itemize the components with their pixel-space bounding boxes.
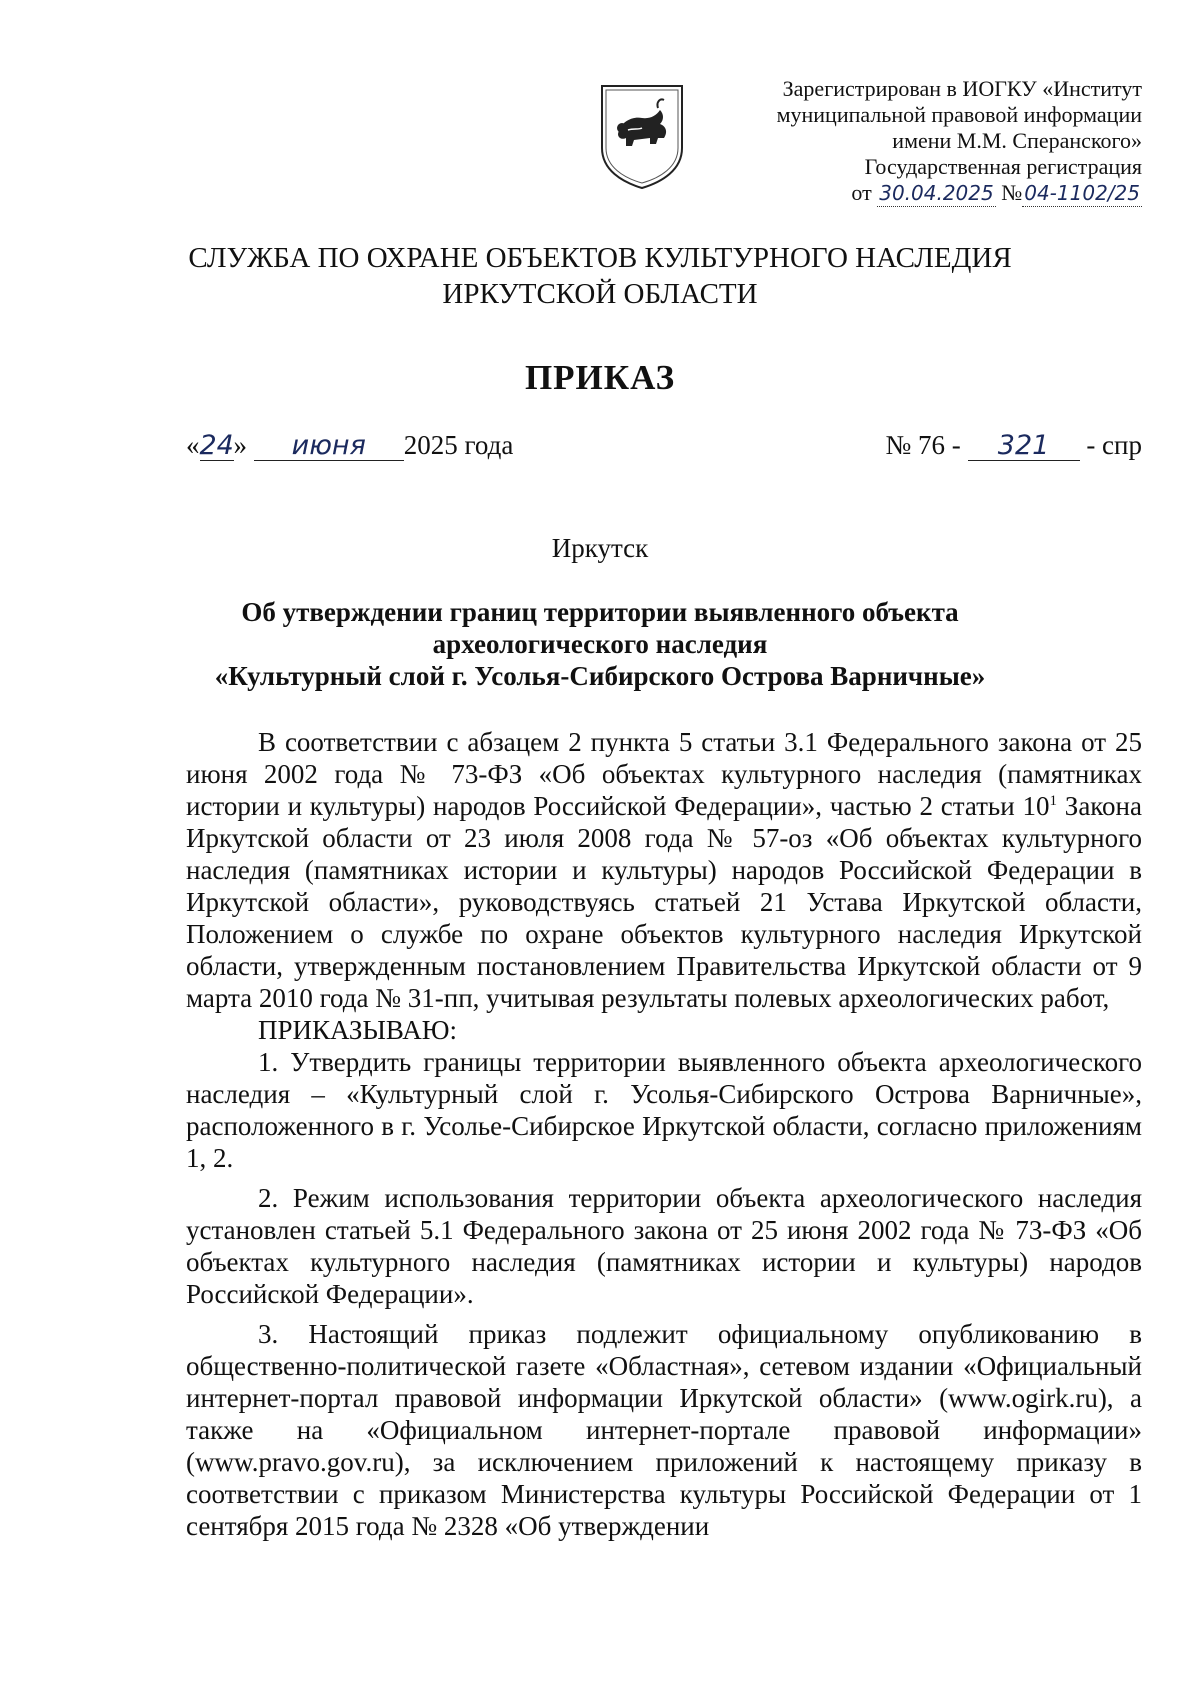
registration-from-prefix: от xyxy=(851,180,872,205)
order-item-1: 1. Утвердить границы территории выявленного объекта археологического наследия – «Культурный слой г. Усолья-Сибирского Острова Варничные», расположенного в г. Усолье-Сибирское Иркутской области, согласно приложениям 1, 2. xyxy=(186,1047,1142,1173)
date-month-handwritten: июня xyxy=(254,432,404,461)
order-word: ПРИКАЗЫВАЮ: xyxy=(258,1015,457,1045)
date-day-handwritten: 24 xyxy=(199,430,234,461)
organization-line-2: ИРКУТСКОЙ ОБЛАСТИ xyxy=(442,278,758,310)
order-item-3: 3. Настоящий приказ подлежит официальному опубликованию в общественно-политической газете «Областная», сетевом издании «Официальный интернет-портал правовой информации Иркутской области» (www.ogirk.ru), а также на «Официальном интернет-портале правовой информации» (www.pravo.gov.ru), за исключением приложений к настоящему приказу в соответствии с приказом Министерства культуры Российской Федерации от 1 сентября 2015 года № 2328 «Об утверждении xyxy=(186,1319,1142,1541)
preamble-paragraph xyxy=(186,726,1142,1014)
registration-line-4: Государственная регистрация xyxy=(864,154,1142,179)
city-name: Иркутск xyxy=(551,533,649,563)
date-open-quote: « xyxy=(186,430,200,460)
registration-line-3: имени М.М. Сперанского» xyxy=(892,128,1142,153)
registration-line-1: Зарегистрирован в ИОГКУ «Институт xyxy=(782,76,1142,101)
registration-number-line xyxy=(722,180,1142,207)
order-item-2: 2. Режим использования территории объекта археологического наследия установлен статьей 5.1 Федерального закона от 25 июня 2002 года № 73-ФЗ «Об объектах культурного наследия (памятниках истории и культуры) народов Российской Федерации». xyxy=(186,1183,1142,1309)
registration-date-handwritten: 30.04.2025 xyxy=(879,181,994,205)
date-year-text: 2025 года xyxy=(403,430,514,460)
coat-of-arms-emblem xyxy=(598,82,686,190)
subject-line-3: «Культурный слой г. Усолья-Сибирского Острова Варничные» xyxy=(214,661,986,691)
subject-line-2: археологического наследия xyxy=(432,629,768,659)
registration-number-handwritten: 04-1102/25 xyxy=(1024,181,1140,205)
order-body xyxy=(186,726,1142,1542)
registration-block xyxy=(722,76,1142,207)
registration-number-prefix: № xyxy=(1001,180,1023,205)
preamble-text-part-2: Закона Иркутской области от 23 июля 2008 года № 57-оз «Об объектах культурного наследия (памятниках истории и культуры) народов Российской Федерации в Иркутской области», руководствуясь статьей 21 Устава Иркутской области, Положением о службе по охране объектов культурного наследия Иркутской области, утвержденным постановлением Правительства Иркутской области от 9 марта 2010 года № 31-пп, учитывая результаты полевых археологических работ, xyxy=(186,791,1142,1013)
organization-line-1: СЛУЖБА ПО ОХРАНЕ ОБЪЕКТОВ КУЛЬТУРНОГО НАСЛЕДИЯ xyxy=(188,242,1012,274)
order-number-prefix: № 76 - xyxy=(885,430,961,460)
subject-line-1: Об утверждении границ территории выявленного объекта xyxy=(241,597,959,627)
date-close-quote: » xyxy=(233,430,247,460)
order-number-suffix: - спр xyxy=(1086,430,1142,460)
document-type-title: ПРИКАЗ xyxy=(524,358,676,397)
order-subject-heading xyxy=(0,596,1200,692)
preamble-superscript: 1 xyxy=(1049,793,1057,809)
order-number-line xyxy=(886,430,1142,461)
order-date-line xyxy=(186,430,513,461)
order-number-handwritten: 321 xyxy=(968,432,1080,461)
preamble-text-part-1: В соответствии с абзацем 2 пункта 5 статьи 3.1 Федерального закона от 25 июня 2002 года № 73-ФЗ «Об объектах культурного наследия (памятниках истории и культуры) народов Российской Федерации», частью 2 статьи 10 xyxy=(186,727,1142,821)
organization-heading xyxy=(0,240,1200,312)
registration-line-2: муниципальной правовой информации xyxy=(776,102,1142,127)
